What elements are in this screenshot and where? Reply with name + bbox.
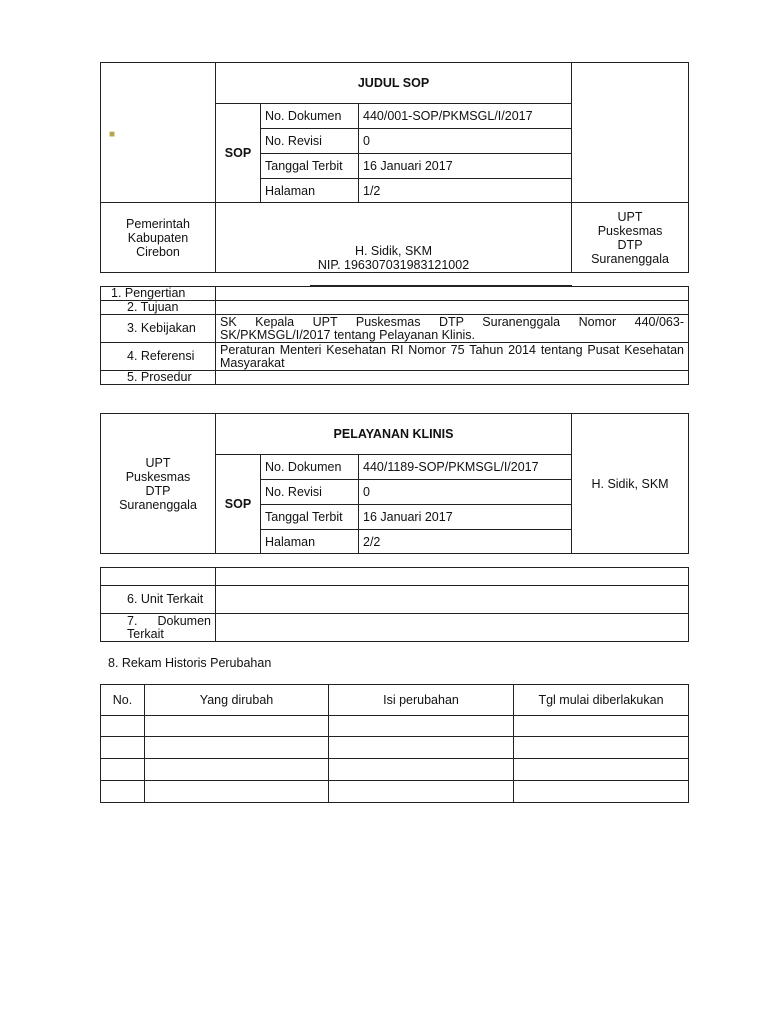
section-content-blank — [216, 568, 689, 586]
history-cell — [514, 737, 689, 759]
history-cell — [101, 737, 145, 759]
doc-number-label-2: No. Dokumen — [261, 455, 359, 480]
logo-icon: ■ — [109, 128, 116, 140]
history-header-no: No. — [101, 685, 145, 716]
section-content-prosedur — [216, 371, 689, 385]
history-cell — [101, 759, 145, 781]
history-cell — [145, 759, 329, 781]
history-header-date: Tgl mulai diberlakukan — [514, 685, 689, 716]
history-cell — [101, 716, 145, 737]
doc-number-value-2: 440/1189-SOP/PKMSGL/I/2017 — [359, 455, 572, 480]
table-row — [101, 781, 689, 803]
page-value-2: 2/2 — [359, 530, 572, 554]
section-label-prosedur: 5. Prosedur — [101, 371, 216, 385]
logo-cell — [101, 63, 216, 203]
sop-label-2: SOP — [216, 455, 261, 554]
history-cell — [329, 759, 514, 781]
sop-header-table — [100, 62, 689, 273]
sop-header-table-2 — [100, 413, 689, 554]
page-label: Halaman — [261, 179, 359, 203]
section-content-tujuan — [216, 301, 689, 315]
signer-nip: NIP. 196307031983121002 — [317, 258, 470, 272]
right-signer-2: H. Sidik, SKM — [572, 414, 689, 554]
doc-number-value: 440/001-SOP/PKMSGL/I/2017 — [359, 104, 572, 129]
left-organization-text: Pemerintah Kabupaten Cirebon — [126, 216, 190, 259]
section-content-dokumen-terkait — [216, 614, 689, 642]
history-cell — [514, 716, 689, 737]
left-organization-2 — [101, 414, 216, 554]
right-organization — [572, 203, 689, 273]
page-value: 1/2 — [359, 179, 572, 203]
revision-label-2: No. Revisi — [261, 480, 359, 505]
sop-sections-table — [100, 286, 689, 385]
history-cell — [145, 781, 329, 803]
right-organization-text: UPT Puskesmas DTP Suranenggala — [591, 209, 669, 266]
signer-name: H. Sidik, SKM — [354, 244, 433, 258]
page-label-2: Halaman — [261, 530, 359, 554]
history-cell — [101, 781, 145, 803]
history-cell — [329, 781, 514, 803]
history-cell — [514, 759, 689, 781]
sop-title: JUDUL SOP — [216, 63, 572, 104]
section-label-unit-terkait: 6. Unit Terkait — [101, 586, 216, 614]
sop-label: SOP — [216, 104, 261, 203]
signature-cell — [216, 203, 572, 273]
left-organization-2-text: UPT Puskesmas DTP Suranenggala — [119, 455, 197, 512]
issue-date-label: Tanggal Terbit — [261, 154, 359, 179]
revision-value: 0 — [359, 129, 572, 154]
issue-date-value-2: 16 Januari 2017 — [359, 505, 572, 530]
section-content-unit-terkait — [216, 586, 689, 614]
history-cell — [329, 716, 514, 737]
history-header-changed: Yang dirubah — [145, 685, 329, 716]
issue-date-label-2: Tanggal Terbit — [261, 505, 359, 530]
table-row — [101, 716, 689, 737]
table-row — [101, 759, 689, 781]
table-row — [101, 737, 689, 759]
history-cell — [329, 737, 514, 759]
section-label-kebijakan: 3. Kebijakan — [101, 315, 216, 343]
history-cell — [145, 716, 329, 737]
sop-sections-table-2 — [100, 567, 689, 642]
section-label-referensi: 4. Referensi — [101, 343, 216, 371]
right-logo-cell — [572, 63, 689, 203]
left-organization — [101, 203, 216, 273]
history-title: 8. Rekam Historis Perubahan — [108, 656, 272, 670]
history-cell — [514, 781, 689, 803]
revision-value-2: 0 — [359, 480, 572, 505]
section-label-tujuan: 2. Tujuan — [101, 301, 216, 315]
issue-date-value: 16 Januari 2017 — [359, 154, 572, 179]
section-label-dokumen-terkait: 7. Dokumen Terkait — [101, 614, 216, 642]
section-content-kebijakan: SK Kepala UPT Puskesmas DTP Suranenggala Nomor 440/063-SK/PKMSGL/I/2017 tentang Pelayanan Klinis. — [216, 315, 689, 343]
doc-number-label: No. Dokumen — [261, 104, 359, 129]
history-cell — [145, 737, 329, 759]
section-label-pengertian: 1. Pengertian — [101, 287, 216, 301]
section-content-referensi: Peraturan Menteri Kesehatan RI Nomor 75 Tahun 2014 tentang Pusat Kesehatan Masyarakat — [216, 343, 689, 371]
revision-label: No. Revisi — [261, 129, 359, 154]
history-table — [100, 684, 689, 803]
sop-title-2: PELAYANAN KLINIS — [216, 414, 572, 455]
history-header-content: Isi perubahan — [329, 685, 514, 716]
section-content-pengertian — [216, 287, 689, 301]
section-label-blank — [101, 568, 216, 586]
